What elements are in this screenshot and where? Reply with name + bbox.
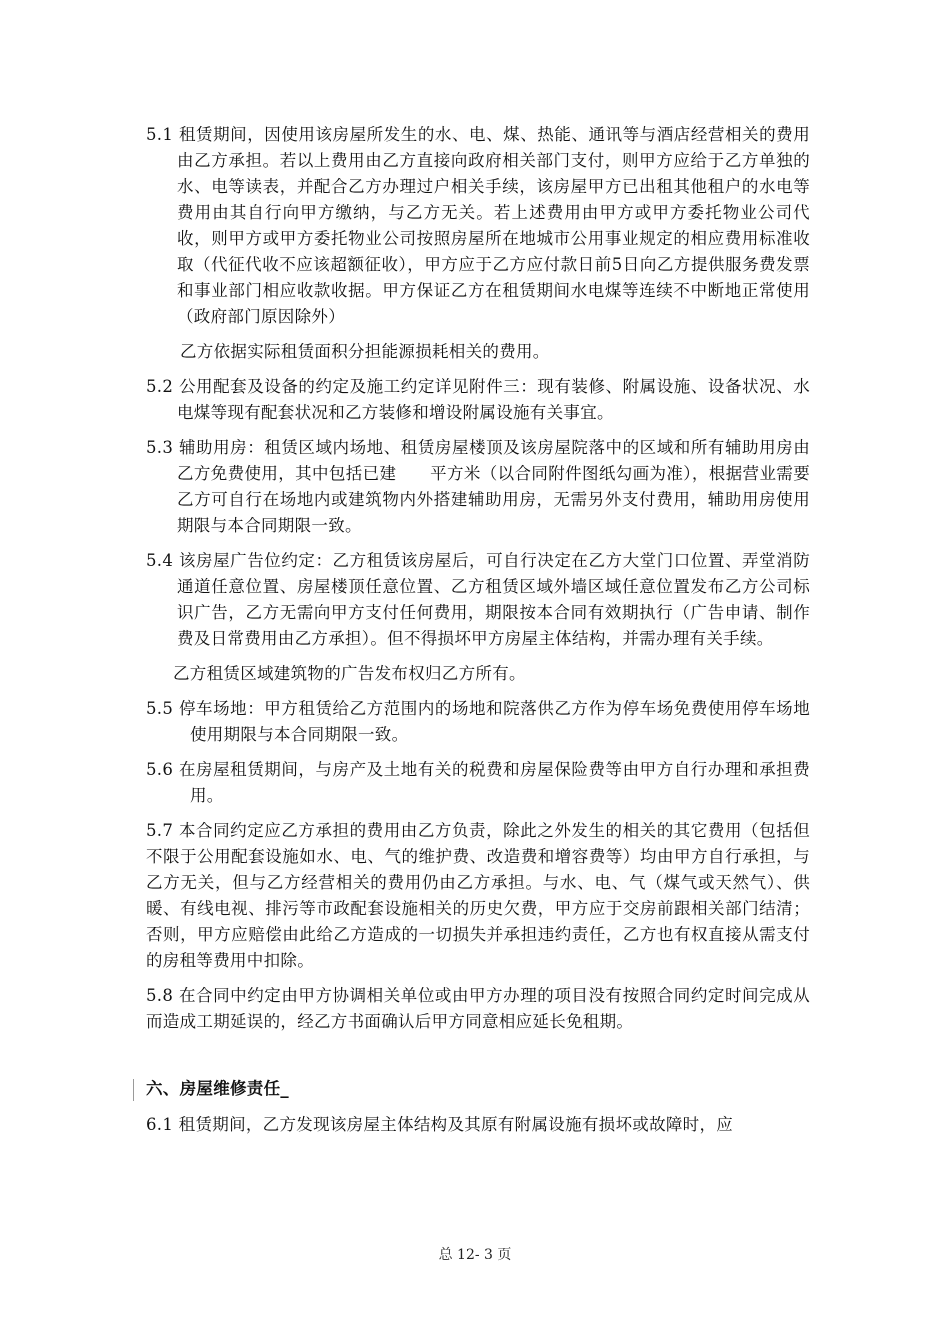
clause-6-1: 6.1 租赁期间，乙方发现该房屋主体结构及其原有附属设施有损坏或故障时，应 <box>146 1115 734 1134</box>
section-6-heading <box>146 1076 810 1102</box>
clause-5-1-note: 乙方依据实际租赁面积分担能源损耗相关的费用。 <box>180 342 550 361</box>
contract-body <box>146 122 810 1147</box>
clause-5-5: 5.5 停车场地：甲方租赁给乙方范围内的场地和院落供乙方作为停车场免费使用停车场地使用期限与本合同期限一致。 <box>146 699 810 744</box>
clause-5-3: 5.3 辅助用房：租赁区域内场地、租赁房屋楼顶及该房屋院落中的区域和所有辅助用房由乙方免费使用，其中包括已建 平方米（以合同附件图纸勾画为准），根据营业需要乙方可自行在场地内或建筑物内外搭建辅助用房，无需另外支付费用，辅助用房使用期限与本合同期限一致。 <box>146 438 810 535</box>
text-cursor-marker <box>133 1079 134 1101</box>
clause-5-4: 5.4 该房屋广告位约定：乙方租赁该房屋后，可自行决定在乙方大堂门口位置、弄堂消防通道任意位置、房屋楼顶任意位置、乙方租赁区域外墙区域任意位置发布乙方公司标识广告，乙方无需向甲方支付任何费用，期限按本合同有效期执行（广告申请、制作费及日常费用由乙方承担）。但不得损坏甲方房屋主体结构，并需办理有关手续。 <box>146 551 810 648</box>
section-6-title: 六、房屋维修责任_ <box>146 1079 289 1098</box>
clause-5-4-note: 乙方租赁区域建筑物的广告发布权归乙方所有。 <box>173 664 526 683</box>
clause-5-8: 5.8 在合同中约定由甲方协调相关单位或由甲方办理的项目没有按照合同约定时间完成从而造成工期延误的，经乙方书面确认后甲方同意相应延长免租期。 <box>146 986 810 1031</box>
page-footer: 总 12- 3 页 <box>438 1247 512 1263</box>
clause-5-6: 5.6 在房屋租赁期间，与房产及土地有关的税费和房屋保险费等由甲方自行办理和承担费用。 <box>146 760 810 805</box>
clause-5-2: 5.2 公用配套及设备的约定及施工约定详见附件三：现有装修、附属设施、设备状况、水电煤等现有配套状况和乙方装修和增设附属设施有关事宜。 <box>146 377 810 422</box>
clause-5-7: 5.7 本合同约定应乙方承担的费用由乙方负责，除此之外发生的相关的其它费用（包括但不限于公用配套设施如水、电、气的维护费、改造费和增容费等）均由甲方自行承担，与乙方无关，但与乙方经营相关的费用仍由乙方承担。与水、电、气（煤气或天然气）、供暖、有线电视、排污等市政配套设施相关的历史欠费，甲方应于交房前跟相关部门结清；否则，甲方应赔偿由此给乙方造成的一切损失并承担违约责任，乙方也有权直接从需支付的房租等费用中扣除。 <box>146 821 810 970</box>
section-spacer <box>146 1044 810 1076</box>
clause-5-1: 5.1 租赁期间，因使用该房屋所发生的水、电、煤、热能、通讯等与酒店经营相关的费用由乙方承担。若以上费用由乙方直接向政府相关部门支付，则甲方应给于乙方单独的水、电等读表，并配合乙方办理过户相关手续，该房屋甲方已出租其他租户的水电等费用由其自行向甲方缴纳，与乙方无关。若上述费用由甲方或甲方委托物业公司代收，则甲方或甲方委托物业公司按照房屋所在地城市公用事业规定的相应费用标准收取（代征代收不应该超额征收），甲方应于乙方应付款日前5日向乙方提供服务费发票和事业部门相应收款收据。甲方保证乙方在租赁期间水电煤等连续不中断地正常使用（政府部门原因除外） <box>146 125 810 326</box>
